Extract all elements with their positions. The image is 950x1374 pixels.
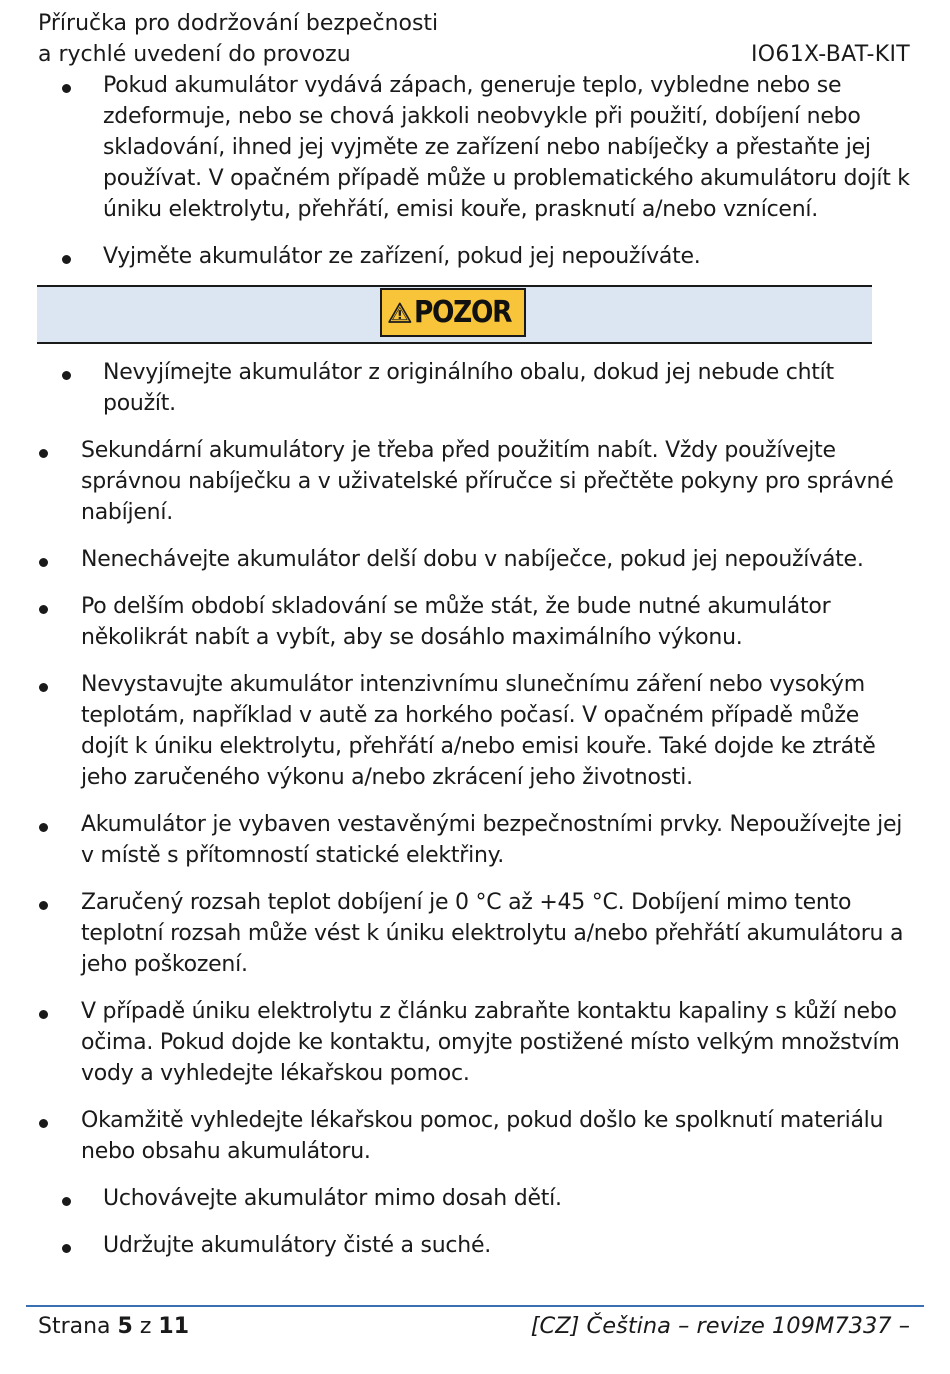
list-item-text: Vyjměte akumulátor ze zařízení, pokud jej nepoužíváte. bbox=[103, 244, 701, 269]
list-item-text: V případě úniku elektrolytu z článku zabraňte kontaktu kapaliny s kůží nebo očima. Pokud dojde ke kontaktu, omyjte postižené místo velkým množstvím vody a vyhledejte lékařskou pomoc. bbox=[81, 999, 900, 1086]
list-item-text: Nenechávejte akumulátor delší dobu v nabíječce, pokud jej nepoužíváte. bbox=[81, 547, 864, 572]
footer-divider bbox=[26, 1305, 924, 1307]
bullet-icon bbox=[39, 558, 48, 567]
bullet-icon bbox=[39, 449, 48, 458]
header-row bbox=[38, 39, 910, 70]
page-of: z bbox=[139, 1314, 152, 1339]
bullet-list-main bbox=[0, 357, 950, 1261]
list-item-text: Pokud akumulátor vydává zápach, generuje teplo, vybledne nebo se zdeformuje, nebo se chová jakkoli neobvykle při použití, dobíjení nebo skladování, ihned jej vyjměte ze zařízení nebo nabíječky a přestaňte jej používat. V opačném případě může u problematického akumulátoru dojít k úniku elektrolytu, přehřátí, emisi kouře, prasknutí a/nebo vznícení. bbox=[103, 73, 910, 222]
list-item-text: Nevyjímejte akumulátor z originálního obalu, dokud jej nebude chtít použít. bbox=[103, 360, 834, 416]
header-title-line2: a rychlé uvedení do provozu bbox=[38, 42, 351, 67]
list-item bbox=[0, 435, 950, 528]
bullet-icon bbox=[62, 1244, 71, 1253]
page-footer bbox=[38, 1311, 910, 1342]
list-item bbox=[0, 1105, 950, 1167]
list-item-text: Uchovávejte akumulátor mimo dosah dětí. bbox=[103, 1186, 562, 1211]
list-item bbox=[0, 241, 950, 272]
bullet-icon bbox=[62, 255, 71, 264]
list-item bbox=[0, 1230, 950, 1261]
list-item-text: Nevystavujte akumulátor intenzivnímu slunečnímu záření nebo vysokým teplotám, například v autě za horkého počasí. V opačném případě může dojít k úniku elektrolytu, přehřátí a/nebo emisi kouře. Také dojde ke ztrátě jeho zaručeného výkonu a/nebo zkrácení jeho životnosti. bbox=[81, 672, 876, 790]
header-title-line1: Příručka pro dodržování bezpečnosti bbox=[38, 11, 439, 36]
model-code: IO61X-BAT-KIT bbox=[751, 42, 910, 67]
list-item-text: Po delším období skladování se může stát, že bude nutné akumulátor několikrát nabít a vybít, aby se dosáhlo maximálního výkonu. bbox=[81, 594, 831, 650]
caution-banner bbox=[37, 285, 872, 344]
bullet-icon bbox=[62, 371, 71, 380]
bullet-list-top bbox=[0, 70, 950, 272]
list-item-text: Zaručený rozsah teplot dobíjení je 0 °C až +45 °C. Dobíjení mimo tento teplotní rozsah může vést k úniku elektrolytu a/nebo přehřátí akumulátoru a jeho poškození. bbox=[81, 890, 904, 977]
caution-label: POZOR bbox=[413, 295, 511, 330]
list-item bbox=[0, 996, 950, 1089]
bullet-icon bbox=[39, 901, 48, 910]
page-total: 11 bbox=[158, 1314, 190, 1339]
list-item bbox=[0, 70, 950, 225]
revision-label: [CZ] Čeština – revize 109M7337 – bbox=[530, 1313, 910, 1339]
bullet-icon bbox=[39, 683, 48, 692]
bullet-icon bbox=[39, 1010, 48, 1019]
bullet-icon bbox=[62, 84, 71, 93]
list-item-text: Okamžitě vyhledejte lékařskou pomoc, pokud došlo ke spolknutí materiálu nebo obsahu akumulátoru. bbox=[81, 1108, 884, 1164]
bullet-icon bbox=[39, 823, 48, 832]
bullet-icon bbox=[62, 1197, 71, 1206]
warning-triangle-icon bbox=[388, 294, 412, 332]
list-item bbox=[0, 669, 950, 793]
list-item-text: Akumulátor je vybaven vestavěnými bezpečnostními prvky. Nepoužívejte jej v místě s přítomností statické elektřiny. bbox=[81, 812, 903, 868]
list-item-text: Udržujte akumulátory čisté a suché. bbox=[103, 1233, 491, 1258]
list-item bbox=[0, 544, 950, 575]
list-item bbox=[0, 809, 950, 871]
list-item bbox=[0, 357, 950, 419]
page-number bbox=[38, 1311, 189, 1342]
list-item bbox=[0, 887, 950, 980]
list-item-text: Sekundární akumulátory je třeba před použitím nabít. Vždy používejte správnou nabíječku a v uživatelské příručce si přečtěte pokyny pro správné nabíjení. bbox=[81, 438, 894, 525]
caution-badge bbox=[380, 288, 526, 337]
page-header bbox=[38, 8, 910, 70]
page-current: 5 bbox=[117, 1314, 133, 1339]
bullet-icon bbox=[39, 605, 48, 614]
bullet-icon bbox=[39, 1119, 48, 1128]
page-word: Strana bbox=[38, 1314, 111, 1339]
list-item bbox=[0, 1183, 950, 1214]
list-item bbox=[0, 591, 950, 653]
